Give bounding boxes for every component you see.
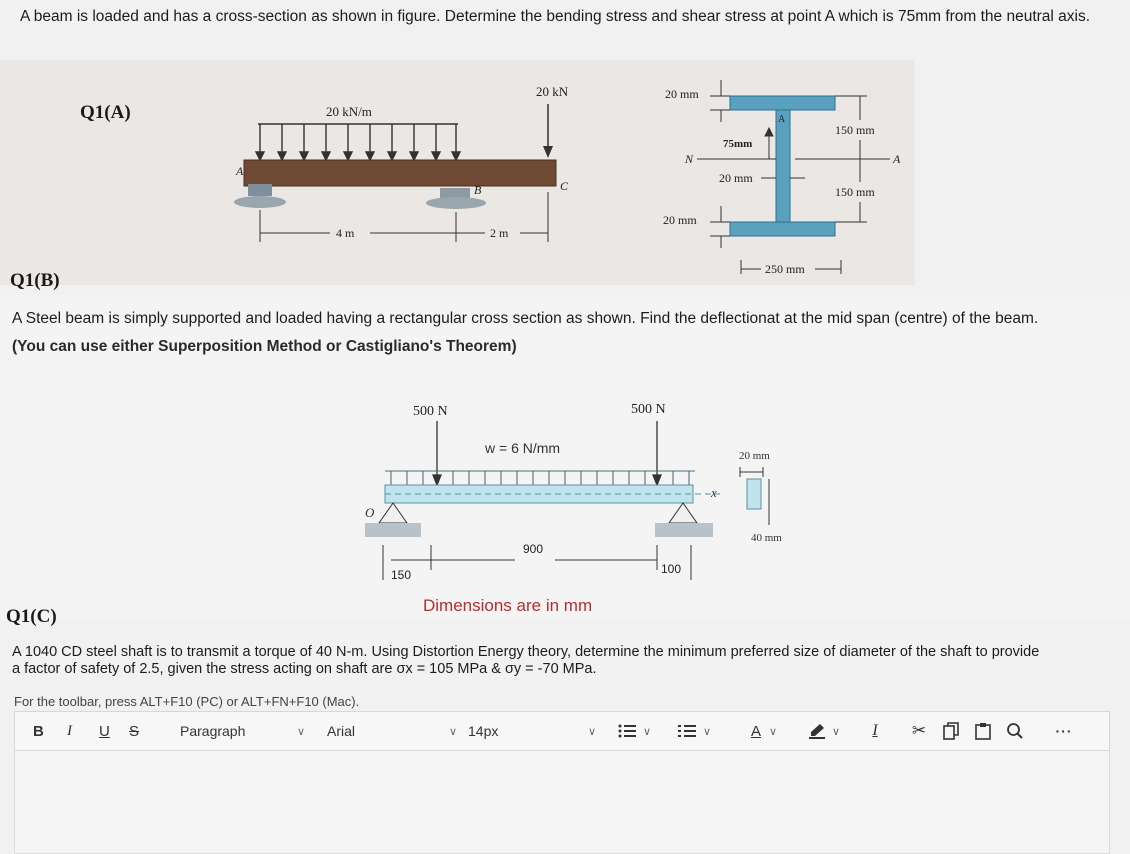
editor-text-area[interactable] — [14, 751, 1110, 854]
q1a-section-point-a: A — [778, 114, 786, 125]
numbered-list-button[interactable] — [671, 719, 717, 743]
scissors-icon: ✂ — [911, 721, 927, 740]
text-color-icon: A — [750, 722, 761, 740]
more-button[interactable]: ··· — [1055, 723, 1073, 739]
q1a-intro: A beam is loaded and has a cross-section as shown in figure. Determine the bending stress and shear stress at point A which is 75mm from the neutral axis. — [20, 8, 1091, 25]
q1c-text-line2: a factor of safety of 2.5, given the stress acting on shaft are σx = 105 MPa & σy = -70 MPa. — [12, 661, 597, 677]
q1a-point-a: A — [236, 164, 244, 178]
bullet-list-icon — [617, 723, 637, 739]
editor-toolbar — [14, 711, 1110, 751]
q1b-axis-x: x — [711, 485, 717, 500]
underline-button[interactable]: U — [99, 722, 110, 740]
q1b-sec-height: 40 mm — [751, 532, 782, 544]
paste-button[interactable] — [971, 719, 995, 743]
q1a-span2: 2 m — [490, 226, 509, 240]
q1a-cross-section — [655, 70, 915, 285]
copy-icon — [943, 722, 959, 740]
q1a-upper-half-dim: 150 mm — [835, 123, 875, 137]
chevron-down-icon: ∨ — [831, 725, 841, 738]
chevron-down-icon: ∨ — [296, 725, 305, 738]
q1a-udl-arrows — [256, 124, 460, 160]
bold-button[interactable]: B — [33, 722, 44, 740]
q1b-beam-diagram — [355, 395, 805, 590]
q1a-udl-label: 20 kN/m — [326, 104, 372, 119]
q1a-beam-diagram — [230, 80, 590, 255]
q1a-a-dist: 75mm — [723, 138, 753, 150]
q1a-axis-a: A — [893, 152, 901, 166]
font-size-value: 14px — [468, 723, 499, 739]
q1b-udl-label: w = 6 N/mm — [485, 440, 561, 456]
bullet-list-button[interactable] — [611, 719, 657, 743]
q1b-origin: O — [365, 505, 375, 520]
q1b-label: Q1(B) — [10, 270, 60, 291]
chevron-down-icon: ∨ — [448, 725, 457, 738]
chevron-down-icon: ∨ — [587, 725, 596, 738]
highlighter-icon — [808, 723, 826, 739]
copy-button[interactable] — [939, 719, 963, 743]
block-format-value: Paragraph — [180, 723, 246, 739]
chevron-down-icon: ∨ — [702, 725, 712, 738]
q1a-span1: 4 m — [336, 226, 355, 240]
q1a-point-load-label: 20 kN — [536, 84, 569, 99]
q1b-right-overhang: 100 — [661, 562, 682, 576]
clear-formatting-icon: I — [872, 722, 878, 739]
font-family-value: Arial — [327, 723, 356, 739]
q1a-web-dim: 20 mm — [719, 171, 753, 185]
find-button[interactable] — [1003, 719, 1027, 743]
q1a-beam — [244, 160, 556, 186]
search-icon — [1006, 722, 1024, 740]
q1b-sec-width: 20 mm — [739, 450, 770, 462]
q1b-left-overhang: 150 — [391, 568, 412, 582]
q1a-width-dim: 250 mm — [765, 262, 805, 276]
q1a-fixed-support — [234, 184, 286, 208]
q1a-point-b: B — [474, 183, 482, 197]
q1a-top-flange-dim: 20 mm — [665, 87, 699, 101]
strikethrough-button[interactable]: S — [129, 722, 140, 740]
q1c-label: Q1(C) — [6, 606, 57, 627]
cut-button[interactable] — [907, 719, 931, 743]
chevron-down-icon: ∨ — [768, 725, 778, 738]
q1b-note: (You can use either Superposition Method or Castigliano's Theorem) — [12, 338, 517, 355]
toolbar-hint: For the toolbar, press ALT+F10 (PC) or ALT+FN+F10 (Mac). — [14, 694, 360, 709]
q1b-load2-label: 500 N — [631, 402, 666, 417]
q1a-lower-half-dim: 150 mm — [835, 185, 875, 199]
q1a-neutral-label: N — [685, 152, 694, 166]
chevron-down-icon: ∨ — [642, 725, 652, 738]
q1a-bottom-flange-dim: 20 mm — [663, 213, 697, 227]
q1a-label: Q1(A) — [80, 102, 131, 123]
numbered-list-icon — [677, 723, 697, 739]
highlight-color-button[interactable] — [801, 719, 847, 743]
clipboard-icon — [975, 722, 991, 740]
q1a-point-c: C — [560, 179, 569, 193]
font-size-dropdown[interactable] — [468, 719, 596, 743]
q1b-span: 900 — [523, 542, 544, 556]
block-format-dropdown[interactable] — [180, 719, 305, 743]
q1b-udl-arrows — [385, 471, 695, 485]
q1b-section-rect — [747, 479, 761, 509]
q1b-dims-note: Dimensions are in mm — [423, 596, 593, 615]
text-color-button[interactable] — [741, 719, 787, 743]
q1b-right-support — [655, 503, 713, 537]
italic-button[interactable]: I — [67, 722, 72, 739]
font-family-dropdown[interactable] — [327, 719, 457, 743]
clear-formatting-button[interactable] — [863, 719, 887, 743]
q1b-text: A Steel beam is simply supported and loaded having a rectangular cross section as shown. Find the deflectionat at the mid span (centre) of the beam. — [12, 310, 1039, 327]
q1b-load1-label: 500 N — [413, 404, 448, 419]
q1c-text-line1: A 1040 CD steel shaft is to transmit a torque of 40 N-m. Using Distortion Energy theory, determine the minimum preferred size of diameter of the shaft to provide — [12, 644, 1040, 660]
